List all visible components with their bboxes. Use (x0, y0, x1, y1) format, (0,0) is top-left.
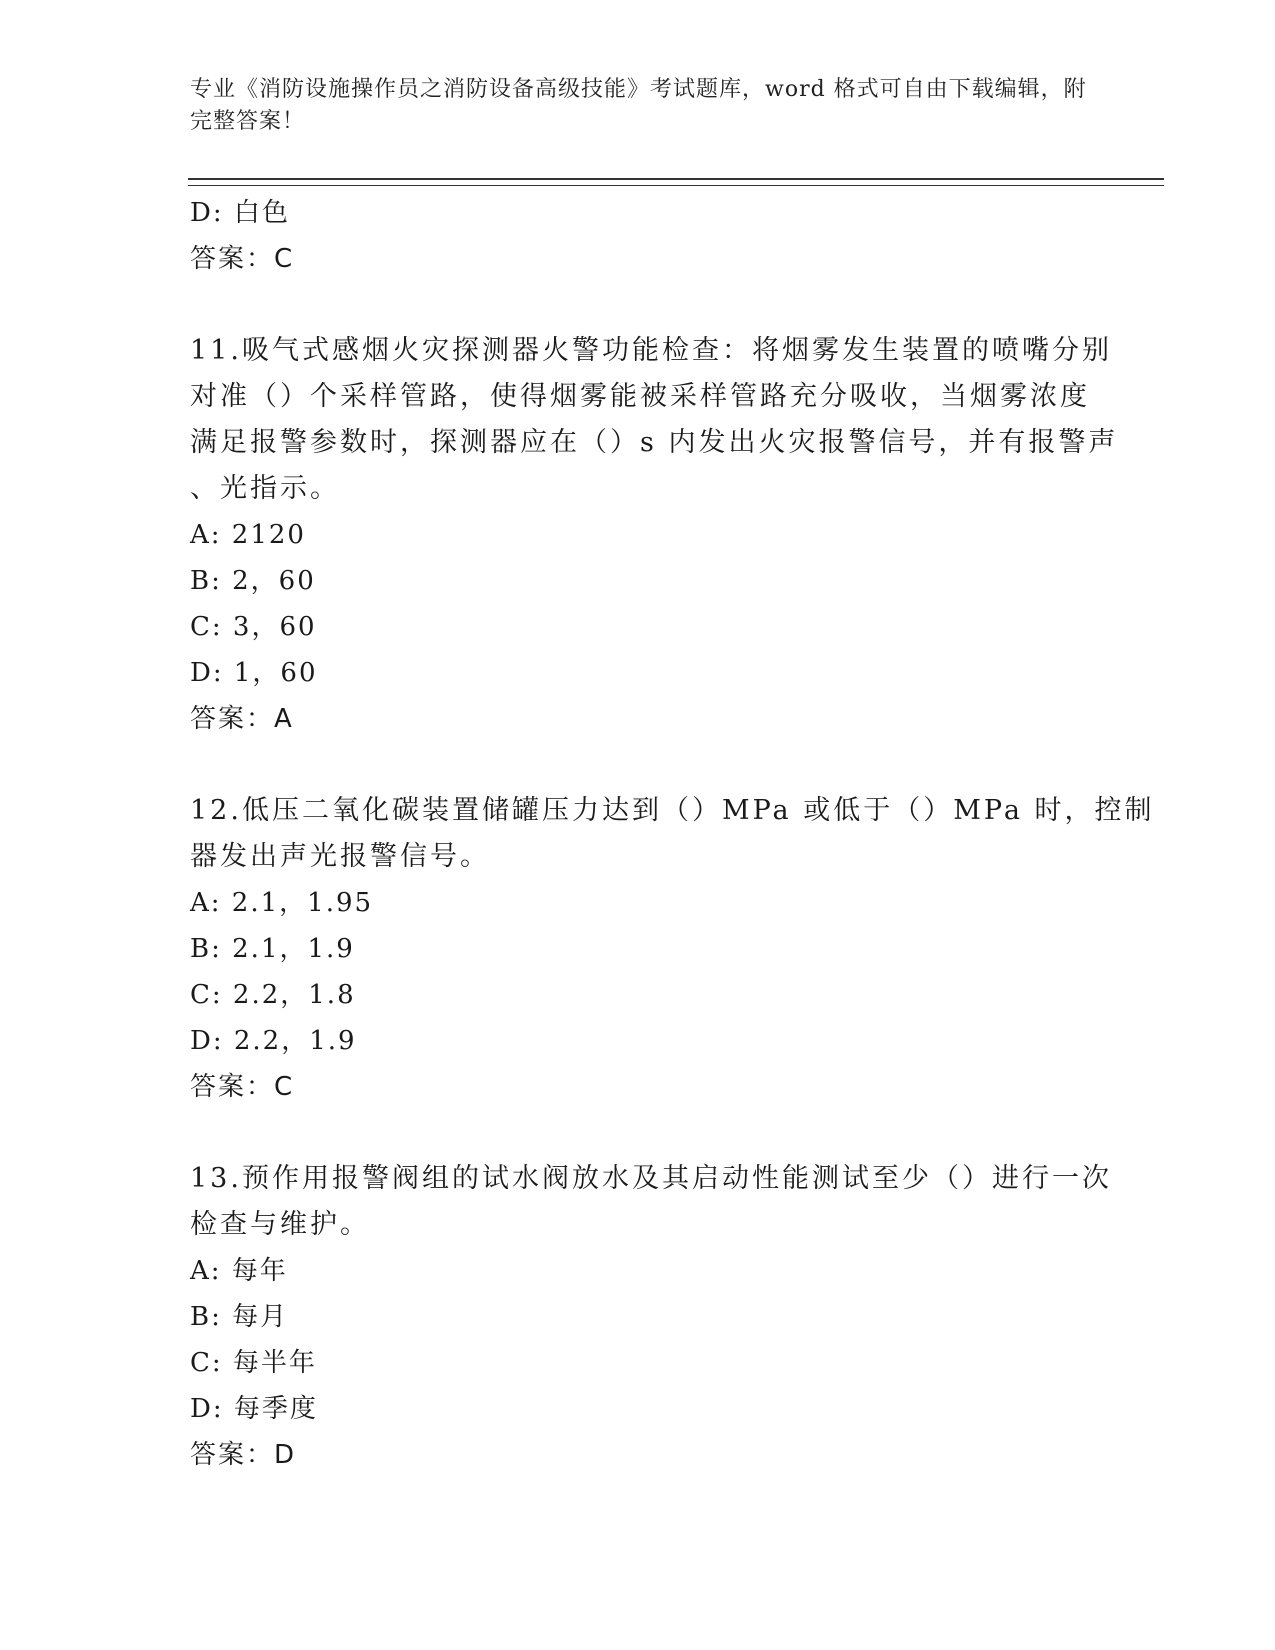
question-text-line: 满足报警参数时，探测器应在（）s 内发出火灾报警信号，并有报警声 (190, 427, 1119, 458)
option-d: D: 1，60 (190, 658, 318, 688)
option-b: B: 2，60 (190, 566, 316, 596)
option-c: C: 2.2，1.8 (190, 980, 356, 1010)
question-text-line: 13.预作用报警阀组的试水阀放水及其启动性能测试至少（）进行一次 (190, 1163, 1112, 1194)
question-block-12 (190, 788, 1155, 1110)
answer-line: 答案：C (190, 244, 295, 274)
document-header: 专业《消防设施操作员之消防设备高级技能》考试题库，word 格式可自由下载编辑，附完整答案！ (190, 77, 1087, 134)
header-divider (188, 178, 1164, 186)
answer-line: 答案：A (190, 704, 294, 734)
option-a: A: 2.1，1.95 (190, 888, 374, 918)
question-text-line: 11.吸气式感烟火灾探测器火警功能检查：将烟雾发生装置的喷嘴分别 (190, 335, 1112, 366)
question-text-line: 12.低压二氧化碳装置储罐压力达到（）MPa 或低于（）MPa 时，控制 (190, 795, 1155, 826)
question-block-11 (190, 328, 1119, 742)
document-body (190, 190, 1155, 1478)
option-d: D: 每季度 (190, 1394, 318, 1424)
question-block-13 (190, 1156, 1112, 1478)
option-c: C: 3，60 (190, 612, 317, 642)
option-d: D: 2.2，1.9 (190, 1026, 357, 1056)
option-a: A: 每年 (190, 1256, 288, 1286)
question-text-line: 检查与维护。 (190, 1209, 370, 1240)
option-d: D: 白色 (190, 198, 290, 228)
option-a: A: 2120 (190, 520, 306, 550)
question-text-line: 、光指示。 (190, 473, 340, 504)
question-text-line: 器发出声光报警信号。 (190, 841, 490, 872)
option-b: B: 2.1，1.9 (190, 934, 355, 964)
question-text-line: 对准（）个采样管路，使得烟雾能被采样管路充分吸收，当烟雾浓度 (190, 381, 1090, 412)
answer-line: 答案：D (190, 1440, 297, 1470)
option-b: B: 每月 (190, 1302, 289, 1332)
option-c: C: 每半年 (190, 1348, 317, 1378)
answer-line: 答案：C (190, 1072, 295, 1102)
